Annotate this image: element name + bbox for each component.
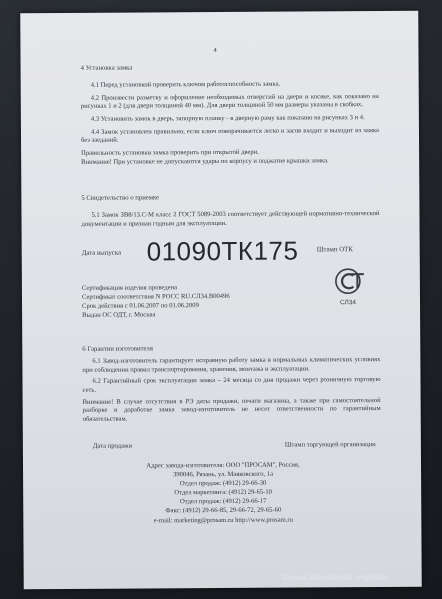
certification-block	[82, 283, 282, 321]
document-page	[20, 11, 422, 589]
cert-line: Сертификат соответствия N РОСС RU.СЛ34.В00496	[81, 293, 230, 301]
certification-mark-icon	[332, 266, 368, 308]
paragraph: Правильность установки замка проверить при открытой двери.	[81, 148, 259, 157]
cert-line: Срок действия с 01.06.2007 по 01.06.2009	[82, 302, 199, 311]
section-heading: 5 Свидетельство о приемке	[81, 194, 160, 202]
contact-line: Отдел продаж: (4912) 29-66-17	[179, 498, 267, 506]
section-installation	[81, 63, 380, 167]
batch-number: 01090ТК175	[146, 235, 299, 267]
warning-paragraph: Внимание! В случае отсутствия в РЭ даты продажи, печати магазина, а также при самостоятельной разборке и доработке замка завод-изготовитель не несет ответственности по гарантийным обязательствам.	[82, 396, 381, 423]
watermark-text: ©www.Dverizamki.org/Wiki	[282, 572, 388, 582]
release-date-label: Дата выпуска	[81, 249, 122, 257]
manufacturer-contacts	[103, 460, 343, 525]
svg-text:СЛ34: СЛ34	[340, 299, 357, 307]
contact-line: Отдел маркетинга: (4912) 29-65-10	[174, 488, 272, 497]
warning-paragraph: Внимание! При установке не допускаются удары по корпусу и поджатие крышки замка.	[81, 157, 329, 166]
sale-date-label: Дата продажи	[92, 442, 133, 450]
contact-line: e-mail: marketing@prosam.ru http://www.prosam.ru	[153, 516, 293, 524]
paragraph: 5.1 Замок ЗВ8/13.С-М класс 2 ГОСТ 5089-2003 соответствует действующей нормативно-технической документации и признан годным для эксплуатации.	[81, 209, 380, 228]
section-heading: 6 Гарантии изготовителя	[82, 345, 153, 353]
paragraph: 4.2 Произвести разметку и оформление необходимых отверстий на двери и косяке, как показано на рисунках 1 и 2 (для двери толщиной 40 мм). Для двери толщиной 50 мм размеры указаны в скобках.	[80, 92, 379, 111]
contact-line: Отдел продаж: (4912) 29-66-30	[179, 479, 267, 488]
contact-line: Адрес завода-изготовителя: ООО "ПРОСАМ", Россия,	[146, 461, 300, 470]
section-heading: 4 Установка замка	[80, 64, 133, 72]
contact-line: 390046, Рязань, ул. Маяковского, 1а	[173, 470, 274, 479]
section-warranty	[82, 344, 380, 428]
paragraph: 6.2 Гарантийный срок эксплуатации замка – 24 месяца со дня продажи через розничную торговую сеть.	[82, 376, 381, 394]
cert-line: Сертификация изделия проведена	[81, 284, 178, 292]
shop-stamp-label: Штамп торгующей организации	[284, 441, 376, 449]
paragraph: 4.4 Замок установлен правильно, если ключ поворачивается легко и засов входит и выходит из замка без заеданий.	[81, 126, 379, 145]
section-acceptance	[81, 193, 379, 229]
page-number: 4	[213, 47, 217, 55]
cert-line: Выдан ОС ОДТ, г. Москва	[82, 311, 156, 320]
paragraph: 4.1 Перед установкой проверить ключом работоспособность замка.	[90, 80, 281, 89]
paragraph: 6.1 Завод-изготовитель гарантирует исправную работу замка в нормальных климатических условиях при соблюдении правил транспортирования, хранения, монтажа и эксплуатации.	[82, 355, 381, 374]
qc-stamp-label: Штамп ОТК	[316, 246, 353, 254]
paragraph: 4.3 Установить замок в дверь, запорную планку - в дверную раму как показано на рисунках 3 и 4.	[90, 114, 365, 123]
contact-line: Факс: (4912) 29-66-85, 29-66-72, 29-65-60	[165, 507, 282, 515]
